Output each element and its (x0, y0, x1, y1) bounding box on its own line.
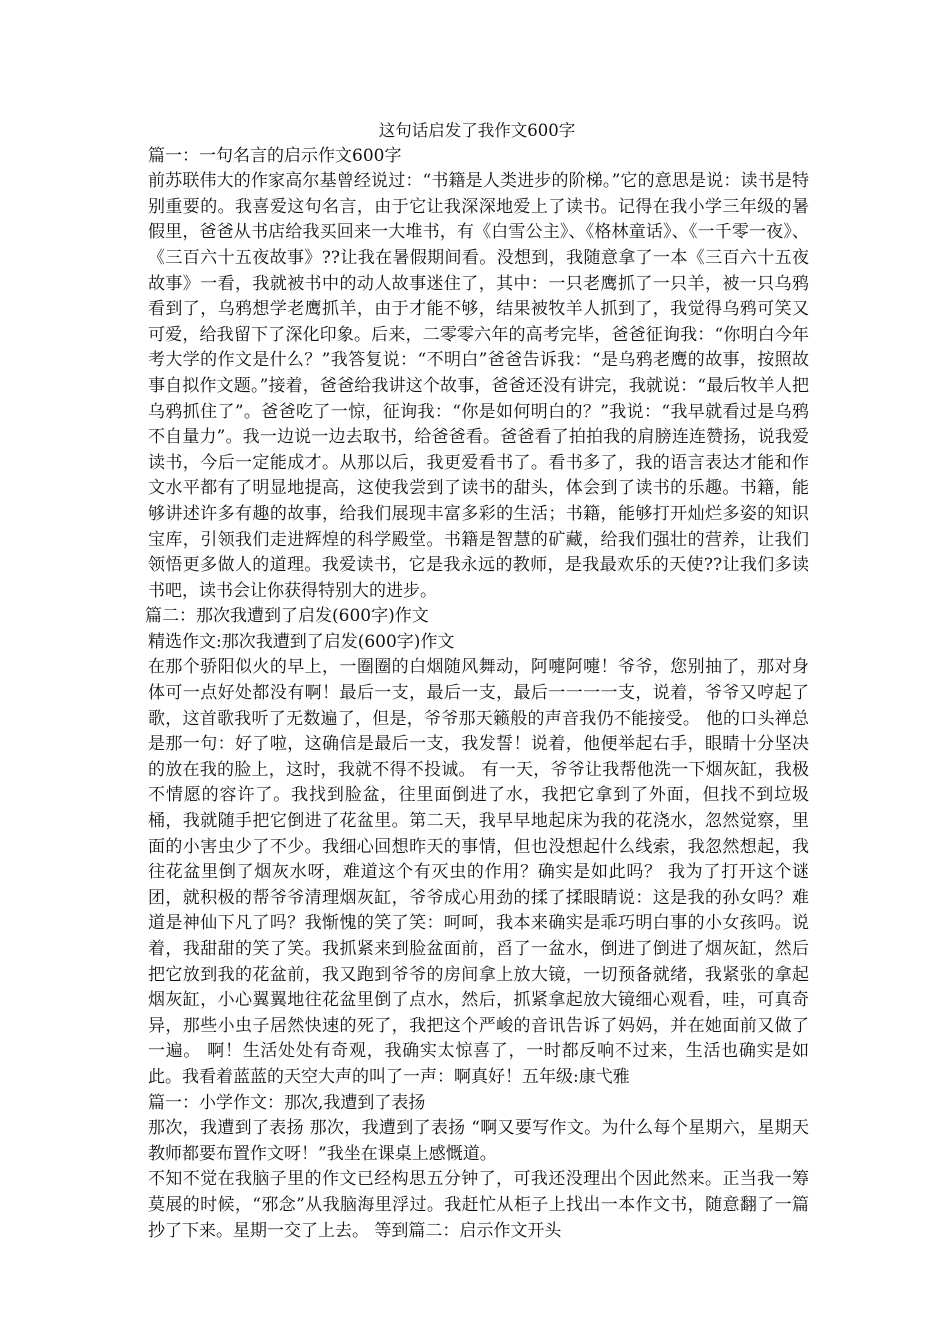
document-page (145, 118, 809, 1244)
section-heading: 篇一：一句名言的启示作文600字 (148, 145, 402, 166)
section-heading: 精选作文:那次我遭到了启发(600字)作文 (148, 631, 455, 652)
paragraph: 那次，我遭到了表扬 那次，我遭到了表扬 “啊又要写作文。为什么每个星期六，星期天教师都要布置作文呀！”我坐在课桌上感慨道。 (148, 1118, 809, 1164)
section-heading: 篇二：那次我遭到了启发(600字)作文 (145, 606, 429, 627)
paragraph: 不知不觉在我脑子里的作文已经构思五分钟了，可我还没理出个因此然来。正当我一筹莫展的时候，“邪念”从我脑海里浮过。我赶忙从柜子上找出一本作文书，随意翻了一篇抄了下来。星期一交了上去。 等到篇二：启示作文开头 (148, 1169, 809, 1241)
document-title: 这句话启发了我作文600字 (378, 121, 576, 140)
paragraph: 在那个骄阳似火的早上，一圈圈的白烟随风舞动，阿嚏阿嚏！爷爷，您别抽了，那对身体可一点好处都没有啊！最后一支，最后一支，最后一一一一支，说着，爷爷又哼起了歌，这首歌我听了无数遍了，但是，爷爷那天籁般的声音我仍不能接受。 他的口头禅总是那一句：好了啦，这确信是最后一支，我发誓！说着，他便举起右手，眼睛十分坚决的放在我的脸上，这时，我就不得不投诚。 有一天，爷爷让我帮他洗一下烟灰缸，我极不情愿的容许了。我找到脸盆，往里面倒进了水，我把它拿到了外面，但找不到垃圾桶，我就随手把它倒进了花盆里。第二天，我早早地起床为我的花浇水，忽然觉察，里面的小害虫少了不少。我细心回想昨天的事情，但也没想起什么线索，我忽然想起，我往花盆里倒了烟灰水呀，难道这个有灭虫的作用？确实是如此吗？ 我为了打开这个谜团，就积极的帮爷爷清理烟灰缸，爷爷成心用劲的揉了揉眼睛说：这是我的孙女吗？难道是神仙下凡了吗？我惭愧的笑了笑：呵呵，我本来确实是乖巧明白事的小女孩吗。说着，我甜甜的笑了笑。我抓紧来到脸盆面前，舀了一盆水，倒进了倒进了烟灰缸，然后把它放到我的花盆前，我又跑到爷爷的房间拿上放大镜，一切预备就绪，我紧张的拿起烟灰缸，小心翼翼地往花盆里倒了点水，然后，抓紧拿起放大镜细心观看，哇，可真奇异，那些小虫子居然快速的死了，我把这个严峻的音讯告诉了妈妈，并在她面前又做了一遍。 啊！生活处处有奇观，我确实太惊喜了，一时都反响不过来，生活也确实是如此。我看着蓝蓝的天空大声的叫了一声：啊真好！五年级:康弋雅 (148, 657, 809, 1087)
section-heading: 篇一：小学作文：那次,我遭到了表扬 (148, 1092, 426, 1113)
document-body (145, 144, 809, 1245)
paragraph: 前苏联伟大的作家高尔基曾经说过：“书籍是人类进步的阶梯。”它的意思是说：读书是特别重要的。我喜爱这句名言，由于它让我深深地爱上了读书。记得在我小学三年级的暑假里，爸爸从书店给我买回来一大堆书，有《白雪公主》、《格林童话》、《一千零一夜》、《三百六十五夜故事》??让我在暑假期间看。没想到，我随意拿了一本《三百六十五夜故事》一看，我就被书中的动人故事迷住了，其中：一只老鹰抓了一只羊，被一只乌鸦看到了，乌鸦想学老鹰抓羊，由于才能不够，结果被牧羊人抓到了，我觉得乌鸦可笑又可爱，给我留下了深化印象。后来，二零零六年的高考完毕，爸爸征询我：“你明白今年考大学的作文是什么？”我答复说：“不明白”爸爸告诉我：“是乌鸦老鹰的故事，按照故事自拟作文题。”接着，爸爸给我讲这个故事，爸爸还没有讲完，我就说：“最后牧羊人把乌鸦抓住了”。爸爸吃了一惊，征询我：“你是如何明白的？”我说：“我早就看过是乌鸦不自量力”。我一边说一边去取书，给爸爸看。爸爸看了拍拍我的肩膀连连赞扬，说我爱读书，今后一定能成才。从那以后，我更爱看书了。看书多了，我的语言表达才能和作文水平都有了明显地提高，这使我尝到了读书的甜头，体会到了读书的乐趣。书籍，能够讲述许多有趣的故事，给我们展现丰富多彩的生活；书籍，能够打开灿烂多姿的知识宝库，引领我们走进辉煌的科学殿堂。书籍是智慧的矿藏，给我们强壮的营养，让我们领悟更多做人的道理。我爱读书，它是我永远的教师，是我最欢乐的天使??让我们多读书吧，读书会让你获得特别大的进步。 (148, 171, 809, 601)
